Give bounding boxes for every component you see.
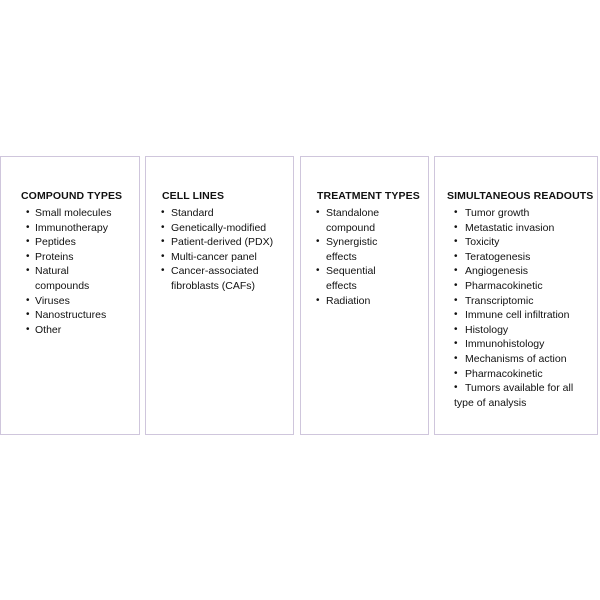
bullet-icon: • <box>161 265 165 277</box>
bullet-icon: • <box>316 294 320 306</box>
compound-types-title: COMPOUND TYPES <box>21 190 123 202</box>
list-item: • Tumors available for all type of analysis <box>454 382 574 409</box>
list-item: • Genetically-modified <box>161 221 267 234</box>
list-item: • Mechanisms of action <box>454 352 567 365</box>
list-item: • Standard <box>161 207 214 219</box>
list-item: • Immune cell infiltration <box>454 309 570 322</box>
simultaneous-readouts-list <box>435 206 593 410</box>
list-item: • Nanostructures <box>26 309 107 322</box>
bullet-icon: • <box>161 207 165 218</box>
bullet-icon: • <box>454 352 458 364</box>
compound-types-list <box>1 206 135 337</box>
list-item: • Cancer-associated fibroblasts (CAFs) <box>161 265 259 292</box>
treatment-types-card <box>300 156 429 435</box>
treatment-types-title: TREATMENT TYPES <box>317 190 420 202</box>
bullet-icon: • <box>26 265 30 277</box>
bullet-icon: • <box>454 236 458 248</box>
list-item: • Angiogenesis <box>454 265 529 278</box>
list-item: • Transcriptomic <box>454 294 534 307</box>
list-item: • Multi-cancer panel <box>161 250 257 263</box>
list-item: • Synergistic effects <box>316 236 378 263</box>
list-item: • Pharmacokinetic <box>454 367 543 380</box>
list-item: • Toxicity <box>454 236 500 249</box>
cell-lines-list <box>146 206 289 294</box>
list-item: • Patient-derived (PDX) <box>161 236 274 249</box>
bullet-icon: • <box>454 309 458 321</box>
list-item: • Standalone compound <box>316 207 380 234</box>
list-item: • Peptides <box>26 236 76 249</box>
list-item: • Natural compounds <box>26 265 90 292</box>
bullet-icon: • <box>454 367 458 379</box>
list-item: • Radiation <box>316 294 371 307</box>
bullet-icon: • <box>454 265 458 277</box>
simultaneous-readouts-card <box>434 156 598 435</box>
bullet-icon: • <box>454 382 458 394</box>
list-item: • Pharmacokinetic <box>454 279 543 292</box>
bullet-icon: • <box>26 221 30 233</box>
bullet-icon: • <box>454 323 458 335</box>
list-item: • Histology <box>454 323 509 336</box>
bullet-icon: • <box>316 265 320 277</box>
bullet-icon: • <box>161 221 165 233</box>
list-item: • Proteins <box>26 250 74 263</box>
bullet-icon: • <box>454 207 458 218</box>
bullet-icon: • <box>161 250 165 262</box>
list-item: • Metastatic invasion <box>454 221 555 234</box>
bullet-icon: • <box>454 338 458 350</box>
bullet-icon: • <box>454 250 458 262</box>
bullet-icon: • <box>161 236 165 248</box>
list-item: • Immunotherapy <box>26 221 108 234</box>
cell-lines-title: CELL LINES <box>162 190 225 202</box>
simultaneous-readouts-title: SIMULTANEOUS READOUTS <box>447 190 594 202</box>
list-item: • Viruses <box>26 294 70 307</box>
compound-types-card <box>0 156 140 435</box>
list-item: • Sequential effects <box>316 265 376 292</box>
bullet-icon: • <box>26 323 30 335</box>
bullet-icon: • <box>26 294 30 306</box>
cell-lines-card <box>145 156 294 435</box>
list-item: • Teratogenesis <box>454 250 531 263</box>
bullet-icon: • <box>26 250 30 262</box>
list-item: • Immunohistology <box>454 338 545 351</box>
treatment-types-list <box>301 206 424 308</box>
bullet-icon: • <box>26 236 30 248</box>
list-item: • Small molecules <box>26 207 112 219</box>
bullet-icon: • <box>454 294 458 306</box>
bullet-icon: • <box>316 207 320 218</box>
bullet-icon: • <box>454 279 458 291</box>
list-item: • Tumor growth <box>454 207 530 219</box>
bullet-icon: • <box>316 236 320 248</box>
bullet-icon: • <box>26 309 30 321</box>
bullet-icon: • <box>26 207 30 218</box>
list-item: • Other <box>26 323 62 336</box>
bullet-icon: • <box>454 221 458 233</box>
